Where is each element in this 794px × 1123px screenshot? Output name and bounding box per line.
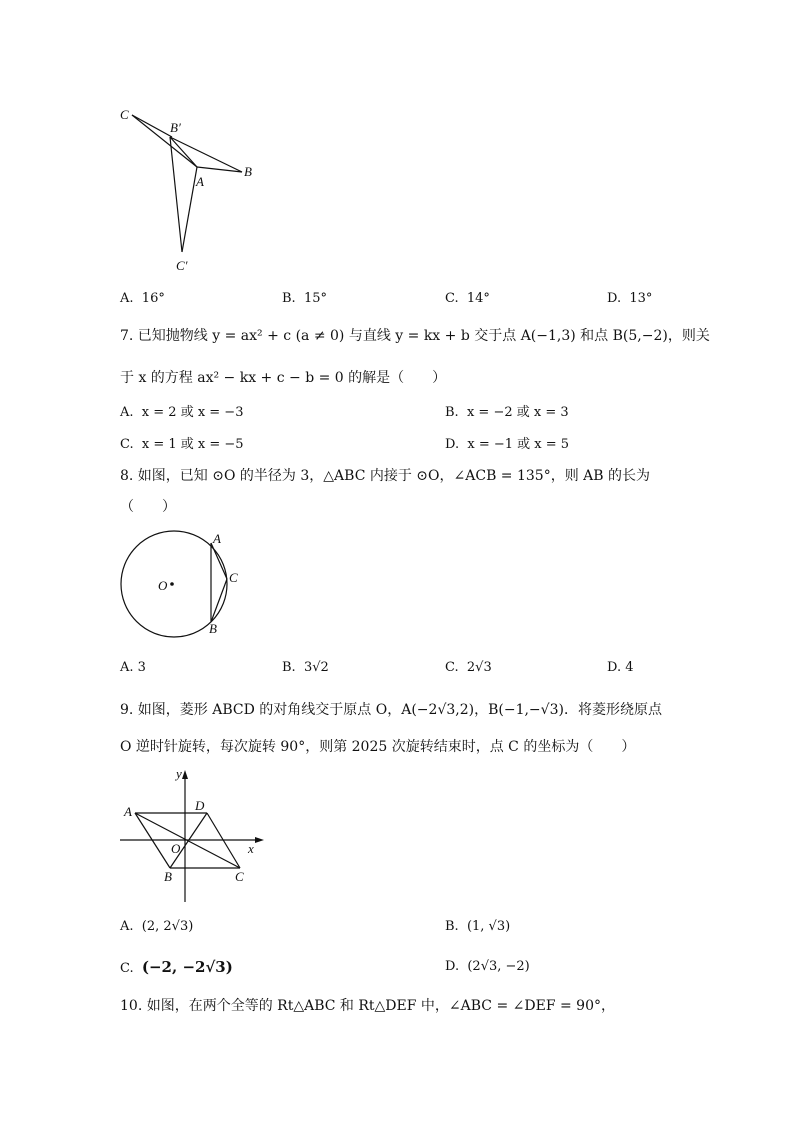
- q6-option-b[interactable]: B. 15°: [282, 291, 327, 306]
- q8-label-a: A: [213, 531, 221, 546]
- q6-option-a[interactable]: A. 16°: [120, 291, 165, 306]
- q9-label-c: C: [235, 869, 244, 884]
- q8-chord-ac: [211, 543, 227, 579]
- q9-stem-line2: O 逆时针旋转，每次旋转 90°，则第 2025 次旋转结束时，点 C 的坐标为（ ）: [120, 739, 636, 755]
- q9-stem-line1: 9. 如图，菱形 ABCD 的对角线交于原点 O，A(−2√3,2)，B(−1,−√3)．将菱形绕原点: [120, 702, 662, 718]
- q6-option-c[interactable]: C. 14°: [445, 291, 490, 306]
- q8-option-c[interactable]: C. 2√3: [445, 660, 492, 675]
- q7-stem-line1: 7. 已知抛物线 y = ax² + c (a ≠ 0) 与直线 y = kx + b 交于点 A(−1,3) 和点 B(5,−2)，则关: [120, 328, 710, 344]
- q8-option-a[interactable]: A. 3: [120, 660, 146, 675]
- q9-option-a[interactable]: A. (2, 2√3): [120, 919, 194, 934]
- q7-option-b[interactable]: B. x = −2 或 x = 3: [445, 405, 569, 420]
- q6-label-cp: C′: [176, 258, 188, 273]
- q8-option-d[interactable]: D. 4: [607, 660, 634, 675]
- q6-line-ab: [197, 167, 242, 172]
- q7-option-c[interactable]: C. x = 1 或 x = −5: [120, 437, 244, 452]
- q9-figure: [112, 764, 272, 904]
- q8-label-o: O: [158, 578, 168, 593]
- q9-label-x: x: [248, 841, 254, 856]
- q6-line-ca: [132, 115, 197, 167]
- q9-option-d[interactable]: D. (2√3, −2): [445, 959, 530, 974]
- q9-option-c[interactable]: C. (−2, −2√3): [120, 958, 233, 976]
- q7-stem-line2: 于 x 的方程 ax² − kx + c − b = 0 的解是（ ）: [120, 370, 447, 386]
- q6-label-bp: B′: [170, 120, 181, 135]
- q7-option-a[interactable]: A. x = 2 或 x = −3: [120, 405, 244, 420]
- q9-y-arrow: [182, 770, 188, 779]
- q7-option-d[interactable]: D. x = −1 或 x = 5: [445, 437, 570, 452]
- q6-label-c: C: [120, 107, 129, 122]
- q6-option-d[interactable]: D. 13°: [607, 291, 653, 306]
- q9-label-d: D: [195, 798, 205, 813]
- q8-stem-line2: （ ）: [120, 499, 176, 515]
- q6-line-acp: [182, 167, 197, 252]
- q9-label-b: B: [164, 869, 172, 884]
- q9-label-a: A: [124, 804, 132, 819]
- q8-label-c: C: [229, 570, 238, 585]
- q9-option-b[interactable]: B. (1, √3): [445, 919, 511, 934]
- q9-label-y: y: [176, 766, 182, 781]
- q9-x-arrow: [255, 837, 264, 843]
- q9-label-o: O: [171, 841, 181, 856]
- q8-figure: [110, 524, 260, 644]
- q6-label-a: A: [196, 174, 204, 189]
- q8-stem-line1: 8. 如图，已知 ⊙O 的半径为 3，△ABC 内接于 ⊙O，∠ACB = 135°，则 AB 的长为: [120, 468, 651, 484]
- q8-center-dot: [170, 582, 174, 586]
- q10-stem-line1: 10. 如图，在两个全等的 Rt△ABC 和 Rt△DEF 中，∠ABC = ∠DEF = 90°，: [120, 998, 615, 1014]
- q8-label-b: B: [209, 621, 217, 636]
- q8-option-b[interactable]: B. 3√2: [282, 660, 329, 675]
- q6-figure: [110, 100, 270, 280]
- q6-label-b: B: [244, 164, 252, 179]
